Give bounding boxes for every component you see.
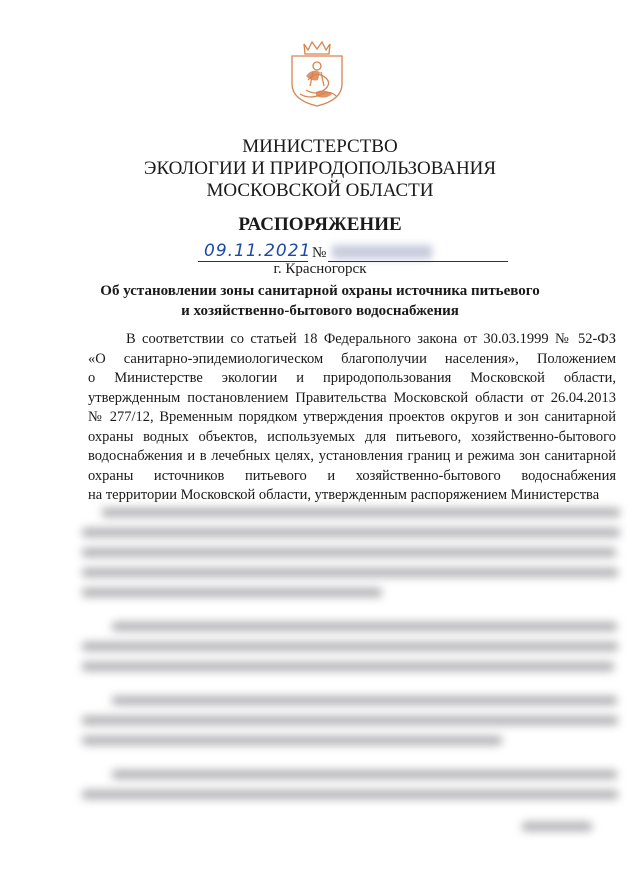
coat-of-arms-icon: [286, 36, 348, 108]
ministry-title: [0, 136, 640, 202]
redacted-number: [332, 245, 432, 259]
redacted-line: [82, 662, 614, 671]
redacted-line: [102, 508, 620, 517]
body-line: на территории Московской области, утвержденным распоряжением Министерства: [88, 487, 600, 503]
body-paragraph: [88, 330, 616, 506]
redacted-line: [82, 736, 502, 745]
handwritten-date: 09.11.2021: [204, 241, 312, 261]
redacted-line: [522, 822, 592, 831]
document-type: РАСПОРЯЖЕНИЕ: [238, 214, 402, 235]
subject-line-1: Об установлении зоны санитарной охраны источника питьевого: [100, 283, 540, 299]
redacted-line: [82, 790, 618, 799]
redacted-line: [82, 588, 382, 597]
body-line: В соответствии со статьей 18 Федерального закона от 30.03.1999 № 52-ФЗ: [126, 331, 616, 347]
number-label: №: [312, 245, 327, 261]
body-line: водоснабжения и в лечебных целях, установления границ и режима зон санитарной: [88, 448, 616, 464]
redacted-line: [112, 622, 617, 631]
document-subject: [0, 281, 640, 321]
redacted-line: [112, 696, 617, 705]
ministry-line-3: МОСКОВСКОЙ ОБЛАСТИ: [206, 180, 434, 201]
redacted-line: [82, 548, 616, 557]
ministry-line-1: МИНИСТЕРСТВО: [242, 136, 398, 157]
subject-line-2: и хозяйственно-бытового водоснабжения: [181, 303, 459, 319]
body-line: утвержденным постановлением Правительства Московской области от 26.04.2013: [88, 389, 616, 406]
ministry-line-2: ЭКОЛОГИИ И ПРИРОДОПОЛЬЗОВАНИЯ: [143, 158, 497, 179]
body-line: № 277/12, Временным порядком утверждения проектов округов и зон санитарной: [88, 409, 616, 425]
body-line: «О санитарно-эпидемиологическом благополучии населения», Положением: [88, 350, 616, 367]
redacted-line: [82, 528, 620, 537]
body-line: охраны водных объектов, используемых для питьевого, хозяйственно-бытового: [88, 428, 616, 445]
redacted-line: [82, 568, 618, 577]
redacted-line: [82, 716, 618, 725]
body-line: охраны источников питьевого и хозяйственно-бытового водоснабжения: [88, 467, 616, 484]
redacted-line: [82, 642, 618, 651]
city: г. Красногорск: [273, 261, 367, 277]
redacted-line: [112, 770, 617, 779]
redacted-text-block: [82, 500, 622, 840]
body-line: о Министерстве экологии и природопользования Московской области,: [88, 370, 616, 386]
